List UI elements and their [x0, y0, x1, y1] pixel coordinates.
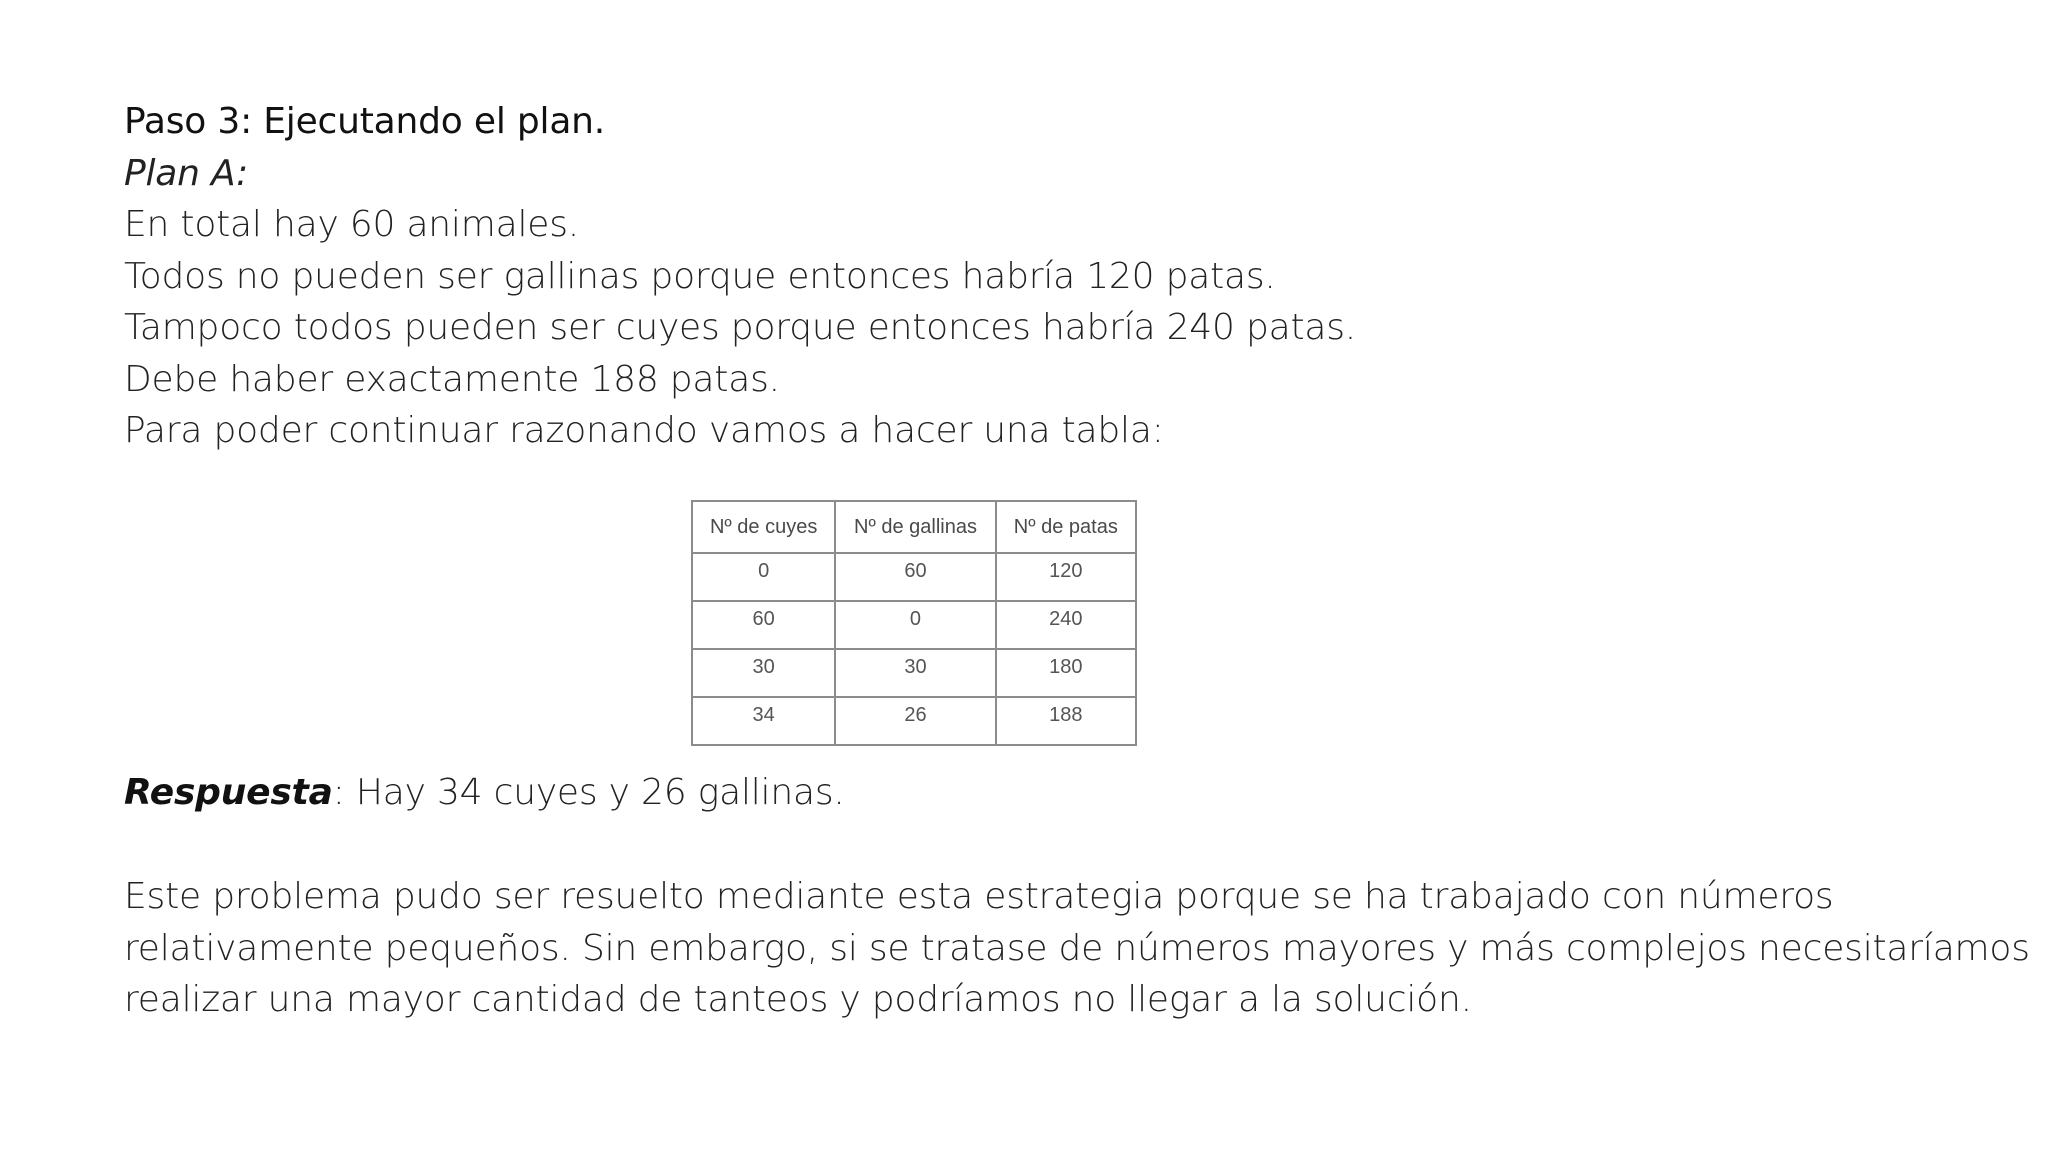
- cell-patas: 120: [996, 553, 1136, 601]
- conclusion-paragraph: [124, 871, 2030, 1026]
- header-cuyes: Nº de cuyes: [692, 501, 835, 553]
- trial-table: [691, 500, 1137, 746]
- table-header-row: [692, 501, 1136, 553]
- answer-text: : Hay 34 cuyes y 26 gallinas.: [332, 772, 845, 813]
- plan-line-4: Debe haber exactamente 188 patas.: [124, 358, 780, 400]
- cell-gallinas: 0: [835, 601, 995, 649]
- conclusion-line-2: relativamente pequeños. Sin embargo, si se tratase de números mayores y más complejos necesitaríamos: [124, 927, 2030, 969]
- plan-line-5: Para poder continuar razonando vamos a hacer una tabla:: [124, 410, 1164, 451]
- conclusion-line-1: Este problema pudo ser resuelto mediante esta estrategia porque se ha trabajado con números: [124, 876, 1834, 917]
- cell-cuyes: 0: [692, 553, 835, 601]
- cell-cuyes: 60: [692, 601, 835, 649]
- plan-line-2: Todos no pueden ser gallinas porque entonces habría 120 patas.: [124, 255, 1276, 297]
- cell-cuyes: 30: [692, 649, 835, 697]
- cell-gallinas: 30: [835, 649, 995, 697]
- cell-gallinas: 60: [835, 553, 995, 601]
- cell-gallinas: 26: [835, 697, 995, 745]
- table-row: [692, 697, 1136, 745]
- plan-subheading: Plan A:: [124, 152, 249, 194]
- header-patas: Nº de patas: [996, 501, 1136, 553]
- answer-label: Respuesta: [124, 772, 333, 813]
- table-row: [692, 553, 1136, 601]
- plan-line-3: Tampoco todos pueden ser cuyes porque entonces habría 240 patas.: [124, 307, 1357, 348]
- cell-patas: 188: [996, 697, 1136, 745]
- plan-line-1: En total hay 60 animales.: [124, 204, 580, 245]
- trial-table-container: [691, 500, 1137, 744]
- answer-line: [124, 767, 845, 819]
- cell-patas: 240: [996, 601, 1136, 649]
- table-row: [692, 649, 1136, 697]
- cell-patas: 180: [996, 649, 1136, 697]
- table-row: [692, 601, 1136, 649]
- cell-cuyes: 34: [692, 697, 835, 745]
- conclusion-line-3: realizar una mayor cantidad de tanteos y podríamos no llegar a la solución.: [124, 979, 1472, 1020]
- plan-text-block: [124, 96, 1974, 457]
- step-heading: Paso 3: Ejecutando el plan.: [124, 101, 606, 142]
- header-gallinas: Nº de gallinas: [835, 501, 995, 553]
